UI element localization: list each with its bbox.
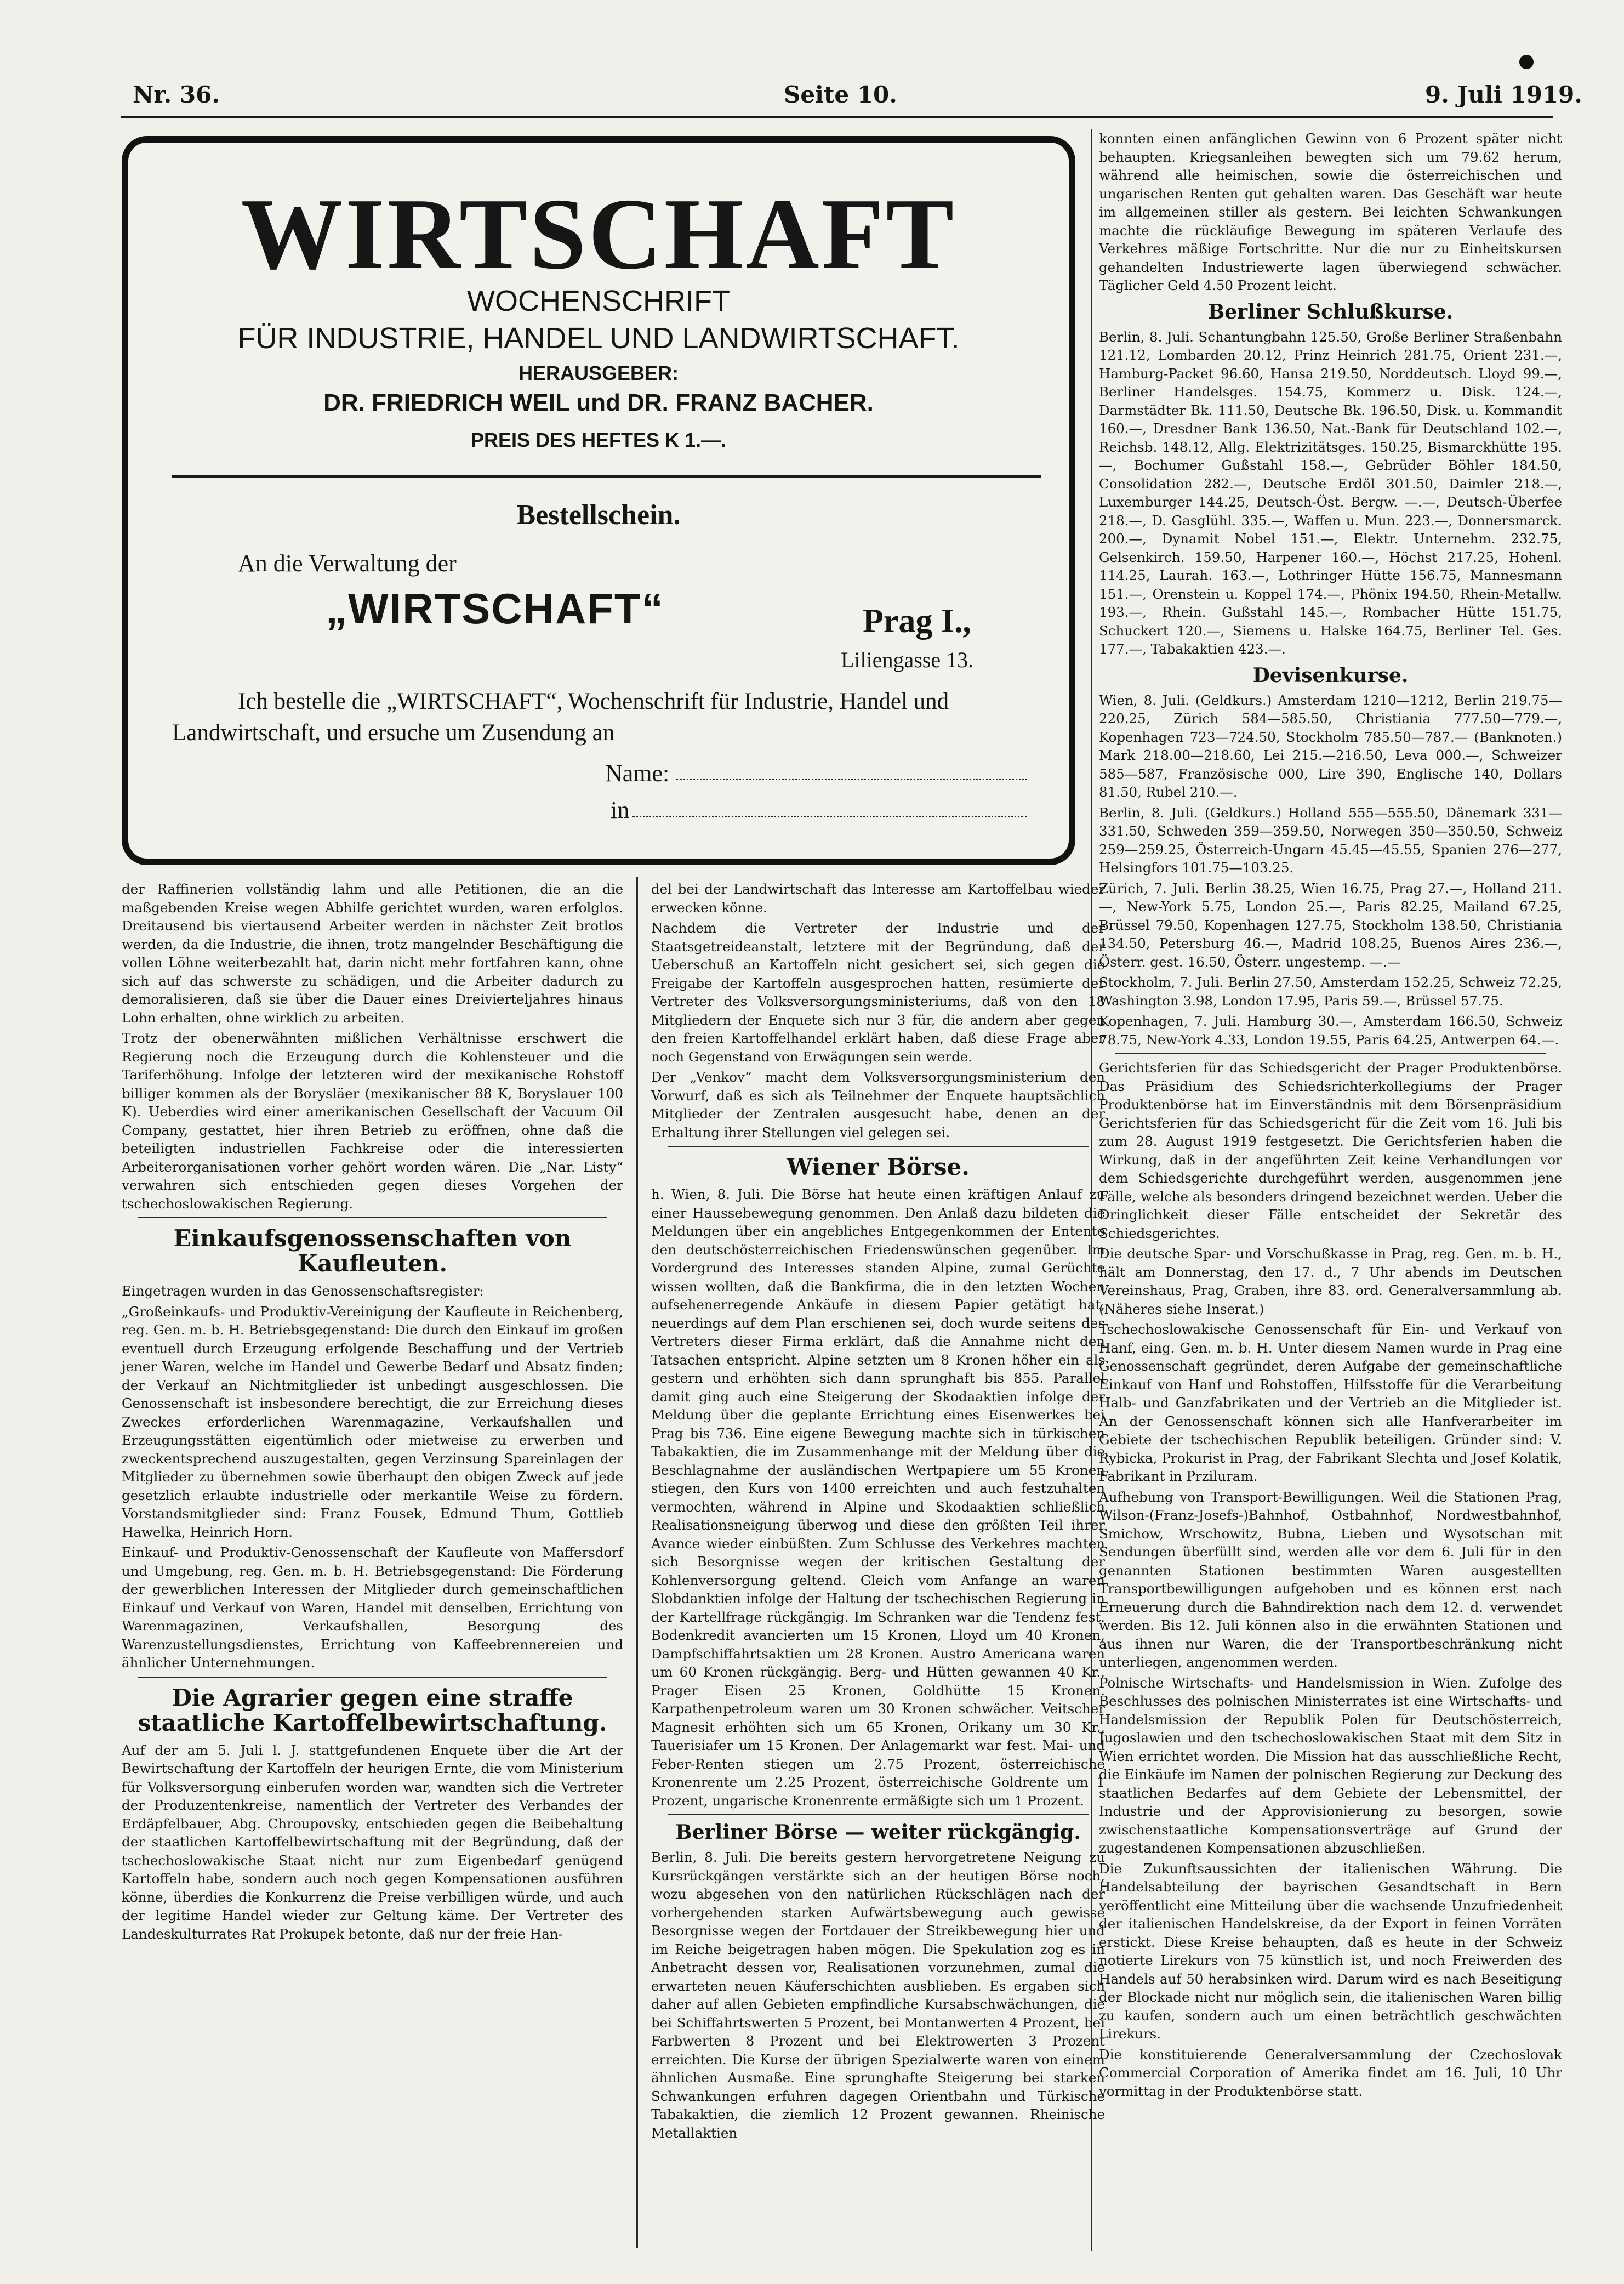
column-1 xyxy=(122,880,623,1945)
news-item: Aufhebung von Transport-Bewilligungen. Weil die Stationen Prag, Wilson-(Franz-Josefs-)Bahnhof, Ostbahnhof, Nordwestbahnhof, Smichow, Wrschowitz, Bubna, Lieben und Wysotschan mit Sendungen überfüllt sind, werden alle vor dem 6. Juli für in den genannten Stationen bestimmten Waren ausgestellten Transportbewilligungen aufgehoben und es können erst nach Erneuerung durch die Bahndirektion nach dem 12. d. verwendet werden. Bis 12. Juli können also in die erwähnten Stationen und aus ihnen nur Waren, die der Transportbeschränkung nicht unterliegen, angenommen werden. xyxy=(1099,1488,1562,1670)
article-text: Der „Venkov“ macht dem Volksversorgungsministerium den Vorwurf, daß es sich als Teilnehmer der Enquete hauptsächlich Mitglieder der Zentralen ausgesucht habe, denen an der Erhaltung ihrer Stellungen viel gelegen sei. xyxy=(651,1069,1105,1140)
article-text: „Großeinkaufs- und Produktiv-Vereinigung der Kaufleute in Reichenberg, reg. Gen. m. b. H. Betriebsgegenstand: Die durch den Einkauf im großen eventuell durch Erzeugung erfolgende Beschaffung und der Vertrieb jener Waren, welche im Handel und Gewerbe Bedarf und Absatz finden; der Verkauf an Nichtmitglieder ist unbedingt ausgeschlossen. Die Genossenschaft ist insbesondere berechtigt, die zur Erreichung dieses Zweckes erforderlichen Warenmagazine, Verkaufshallen und Erzeugungsstätten eigentümlich oder mietweise zu erwerben und zweckentsprechend auszugestalten, gegen Verzinsung Spareinlagen der Mitglieder zu übernehmen sowie überhaupt den obigen Zweck auf jede gesetzlich erlaubte industrielle oder merkantile Weise zu fördern. Vorstandsmitglieder sind: Franz Fousek, Edmund Thum, Gottlieb Hawelka, Heinrich Horn. xyxy=(122,1303,623,1540)
order-text-line1: Ich bestelle die „WIRTSCHAFT“, Wochenschrift für Industrie, Handel und xyxy=(238,689,949,714)
article-headline: Berliner Börse — weiter rückgängig. xyxy=(675,1821,1081,1844)
news-item: Die konstituierende Generalversammlung der Czechoslovak Commercial Corporation of Amerika findet am 16. Juli, 10 Uhr vormittag in der Produktenbörse statt. xyxy=(1099,2046,1562,2099)
article-text: Eingetragen wurden in das Genossenschaftsregister: xyxy=(122,1283,484,1299)
order-magazine-name: „WIRTSCHAFT“ xyxy=(326,584,664,633)
order-text-line2: Landwirtschaft, und ersuche um Zusendung an xyxy=(172,720,615,746)
article-headline: Die Agrarier gegen eine straffe staatliche Kartoffelbewirtschaftung. xyxy=(138,1684,607,1736)
article-divider xyxy=(138,1677,607,1678)
article-text: Berlin, 8. Juli. Die bereits gestern hervorgetretene Neigung zu Kursrückgängen verstärkte sich an der heutigen Börse noch, wozu abgesehen von den natürlichen Rückschlägen nach der vorhergehenden starken Aufwärtsbewegung auch gewisse Besorgnisse wegen der Fortdauer der Streikbewegung hier und im Reiche beigetragen haben mögen. Die Spekulation zog es in Anbetracht dessen vor, Realisationen vorzunehmen, zumal die erwarteten neuen Käuferschichten ausblieben. Es ergaben sich daher auf allen Gebieten empfindliche Kursabschwächungen, die bei Schiffahrtswerten 5 Prozent, bei Montanwerten 4 Prozent, bei Farbwerten 8 Prozent und bei Elektrowerten 3 Prozent erreichten. Die Kurse der übrigen Spezialwerte waren von einem ähnlichen Ausmaße. Eine sprunghafte Steigerung bei starken Schwankungen erfuhren dagegen Orientbahn und Türkische Tabakaktien, die ziemlich 12 Prozent gewannen. Rheinische Metallaktien xyxy=(651,1849,1105,2141)
article-text: Trotz der obenerwähnten mißlichen Verhältnisse erschwert die Regierung noch die Erzeugung durch die Kohlensteuer und die Tariferhöhung. Infolge der letzteren wird der mexikanische Rohstoff billiger kommen als der Borysläer (mexikanischer 88 K, Boryslauer 100 K). Ueberdies wird einer amerikanischen Gesellschaft der Vacuum Oil Company, gestattet, hier ihren Betrieb zu eröffnen, ohne daß die beteiligten industriellen Fachkreise oder die interessierten Arbeiterorganisationen vorher gehört worden wären. Die „Nar. Listy“ verwahren sich entschieden gegen dieses Vorgehen der tschechoslowakischen Regierung. xyxy=(122,1030,623,1212)
article-text: Auf der am 5. Juli l. J. stattgefundenen Enquete über die Art der Bewirtschaftung der Kartoffeln der heurigen Ernte, die vom Ministerium für Volksversorgung einberufen worden war, wandten sich die Vertreter der Produzentenkreise, namentlich der Vertreter des Verbandes der Erdäpfelbauer, Abg. Chroupovsky, entschieden gegen die Beibehaltung der staatlichen Kartoffelbewirtschaftung mit der Begründung, daß der tschechoslowakische Staat nicht nur zum Eigenbedarf genügend Kartoffeln habe, sondern auch noch gegen Kompensationen ausführen könne, überdies die Konkurrenz die Preise verbilligen würde, und auch der legitime Handel wieder zur Geltung käme. Der Vertreter des Landeskulturrates Rat Prokupek betonte, daß nur der freie Han- xyxy=(122,1742,623,1942)
ad-title: WIRTSCHAFT xyxy=(241,178,956,291)
article-text: h. Wien, 8. Juli. Die Börse hat heute einen kräftigen Anlauf zu einer Haussebewegung genommen. Den Anlaß dazu bildeten die Meldungen über ein angebliches Entgegenkommen der Entente den deutschösterreichischen Friedenswünschen gegenüber. Im Vordergrund des Interesses standen Alpine, zumal Gerüchte wissen wollten, daß die Bankfirma, die in den letzten Wochen aufsehenerregende Ankäufe in diesem Papier getätigt hat, neuerdings auf dem Plan erschienen sei, doch wurde seitens des Vertreters dieser Firma erklärt, daß die Annahme nicht den Tatsachen entspricht. Alpine setzten um 8 Kronen höher ein als gestern und erhöhten sich dann sprunghaft bis 855. Parallel damit ging auch eine Steigerung der Skodaaktien infolge der Meldung über die geplante Errichtung eines Eisenwerkes bei Prag bis 736. Eine eigene Bewegung machte sich in türkischen Tabakaktien, die im Zusammenhange mit der Meldung über die Beschlagnahme der ausländischen Wertpapiere um 55 Kronen stiegen, den Kurs von 1400 erreichten und auch festzuhalten vermochten, während in Alpine und Skodaaktien schließlich Realisationsneigung überwog und diese den größten Teil ihrer Avance wieder einbüßten. Zum Schlusse des Verkehres machten sich Besorgnisse wegen der kritischen Gestaltung der Kohlenversorgung geltend. Gleich vom Anfange an waren Slobdanktien infolge der Haltung der tschechischen Regierung in der Kartellfrage rückgängig. Im Schranken war die Tendenz fest. Bodenkredit avancierten um 15 Kronen, Lloyd um 40 Kronen, Dampfschiffahrtsaktien um 28 Kronen. Austro Americana waren um 60 Kronen rückgängig. Berg- und Hütten gewannen 40 Kr., Prager Eisen 25 Kronen, Goldhütte 15 Kronen. Karpathenpetroleum waren um 30 Kronen schwächer. Veitscher Magnesit erhöhten sich um 65 Kronen, Orikany um 30 Kr., Tauerisiafer um 15 Kronen. Der Anlagemarkt war fest. Mai- und Feber-Renten stiegen um 2.75 Prozent, österreichische Kronenrente um 2.25 Prozent, österreichische Goldrente um 1 Prozent, ungarische Kronenrente ermäßigte sich um 1 Prozent. xyxy=(651,1186,1105,1809)
advertisement-box xyxy=(122,136,1075,865)
column-2 xyxy=(651,880,1105,2144)
news-item: Tschechoslowakische Genossenschaft für Ein- und Verkauf von Hanf, eing. Gen. m. b. H. Unter diesem Namen wurde in Prag eine Genossenschaft gegründet, deren Aufgabe der gemeinschaftliche Einkauf von Hanf und Rohstoffen, Hilfsstoffe für die Verarbeitung Halb- und Ganzfabrikaten und der Vertrieb an die Mitglieder ist. An der Genossenschaft können sich alle Hanfverarbeiter im Gebiete der tschechischen Republik beteiligen. Gründer sind: V. Rybicka, Prokurist in Prag, der Fabrikant Slechta und Josef Kolatik, Fabrikant in Prziluram. xyxy=(1099,1321,1562,1484)
city-field-label: in xyxy=(611,797,630,823)
article-headline: Wiener Börse. xyxy=(787,1154,970,1180)
currency-quotes: Kopenhagen, 7. Juli. Hamburg 30.—, Amsterdam 166.50, Schweiz 78.75, New-York 4.33, London 19.55, Paris 64.25, Antwerpen 64.—. xyxy=(1099,1013,1562,1048)
news-item: Die deutsche Spar- und Vorschußkasse in Prag, reg. Gen. m. b. H., hält am Donnerstag, den 17. d., 7 Uhr abends im Deutschen Vereinshaus, Prag, Graben, ihre 83. ord. Generalversammlung ab. (Näheres siehe Inserat.) xyxy=(1099,1246,1562,1317)
ad-divider xyxy=(172,475,1041,478)
ad-price: PREIS DES HEFTES K 1.—. xyxy=(470,429,727,451)
currency-quotes: Stockholm, 7. Juli. Berlin 27.50, Amsterdam 152.25, Schweiz 72.25, Washington 3.98, London 17.95, Paris 59.—, Brüssel 57.75. xyxy=(1099,974,1562,1009)
ad-subtitle: WOCHENSCHRIFT xyxy=(467,285,730,317)
section-headline: Berliner Schlußkurse. xyxy=(1207,300,1454,323)
article-text: del bei der Landwirtschaft das Interesse am Kartoffelbau wieder erwecken könne. xyxy=(651,881,1105,916)
article-text: Nachdem die Vertreter der Industrie und der Staatsgetreideanstalt, letztere mit der Begründung, daß der Ueberschuß an Kartoffeln nicht gesichert sei, sich gegen die Freigabe der Kartoffeln ausgesprochen hatten, resümierte der Vertreter des Volksversorgungsministeriums, daß von den 18 Mitgliedern der Enquete sich nur 3 für, die andern aber gegen den freien Kartoffelhandel erklärt haben, daß diese Frage aber noch Gegenstand von Erwägungen sein werde. xyxy=(651,920,1105,1065)
order-addressee: An die Verwaltung der xyxy=(238,550,457,577)
article-headline: Einkaufsgenossenschaften von Kaufleuten. xyxy=(173,1225,572,1277)
column-divider xyxy=(636,877,638,2248)
order-city: Prag I., xyxy=(863,603,972,640)
news-item: Gerichtsferien für das Schiedsgericht der Prager Produktenbörse. Das Präsidium des Schiedsrichterkollegiums der Prager Produktenbörse hat im Einverständnis mit dem Börsenpräsidium Gerichtsferien für das Schiedsgericht für die Zeit vom 16. Juli bis zum 28. August 1919 festgesetzt. Die Gerichtsferien haben die Wirkung, daß in der angeführten Zeit keine Verhandlungen vor dem Schiedsgerichte durchgeführt werden, ausgenommen jene Fälle, welche als besonders dringend bezeichnet werden. Ueber die Dringlichkeit dieser Fälle entscheidet der Sekretär des Schiedsgerichtes. xyxy=(1099,1060,1562,1241)
header-rule xyxy=(121,116,1553,118)
ad-subtitle-2: FÜR INDUSTRIE, HANDEL UND LANDWIRTSCHAFT. xyxy=(237,322,960,355)
ink-dot xyxy=(1519,55,1534,69)
city-field[interactable] xyxy=(632,816,1027,817)
ad-publishers: DR. FRIEDRICH WEIL und DR. FRANZ BACHER. xyxy=(323,389,874,416)
order-form-heading: Bestellschein. xyxy=(516,499,681,531)
column-3 xyxy=(1099,129,1562,2103)
article-text: konnten einen anfänglichen Gewinn von 6 Prozent später nicht behaupten. Kriegsanleihen bewegten sich um 79.62 herum, während alle heimischen, sowie die österreichischen und ungarischen Renten gut gehalten waren. Das Geschäft war heute im allgemeinen stiller als gestern. Bei leichten Schwankungen machte die rückläufige Bewegung im späteren Verlaufe des Verkehres mäßige Fortschritte. Nur die nur zu Einheitskursen gehandelten Industriewerte lagen überwiegend schwächer. Täglicher Geld 4.50 Prozent leicht. xyxy=(1099,130,1562,293)
article-text: Einkauf- und Produktiv-Genossenschaft der Kaufleute von Maffersdorf und Umgebung, reg. Gen. m. b. H. Betriebsgegenstand: Die Förderung der gewerblichen Interessen der Mitglieder durch gemeinschaftlichen Einkauf und Verkauf von Waren, Handel mit denselben, Errichtung von Warenmagazinen, Verkaufshallen, Besorgung des Warenzustellungsdienstes, Errichtung von Kaffeebrennereien und ähnlicher Unternehmungen. xyxy=(122,1544,623,1671)
section-divider xyxy=(1115,1053,1546,1054)
article-divider xyxy=(668,1814,1089,1815)
issue-number: Nr. 36. xyxy=(133,81,220,108)
ad-publisher-label: HERAUSGEBER: xyxy=(518,362,679,384)
news-item: Polnische Wirtschafts- und Handelsmission in Wien. Zufolge des Beschlusses des polnischen Ministerrates ist eine Wirtschafts- und Handelsmission der Republik Polen für Deutschösterreich, Jugoslawien und den tschechoslowakischen Staat mit dem Sitz in Wien errichtet worden. Die Mission hat das ausschließliche Recht, die Einkäufe im Namen der polnischen Regierung zur Deckung des staatlichen Bedarfes auf dem Gebiete der Lebensmittel, der Industrie und der Approvisionierung zu besorgen, sowie zwischenstaatliche Kompensationsverträge auf Grund der zugestandenen Kompensationen abzuschließen. xyxy=(1099,1674,1562,1856)
page-number: Seite 10. xyxy=(784,81,897,108)
article-text: der Raffinerien vollständig lahm und alle Petitionen, die an die maßgebenden Kreise wegen Abhilfe gerichtet wurden, waren erfolglos. Dreitausend bis viertausend Arbeiter werden in nächster Zeit brotlos werden, da die Industrie, die ihnen, trotz mangelnder Beschäftigung die vollen Löhne weiterbezahlt hat, darin nicht mehr fortfahren kann, ohne sich auf das schwerste zu schädigen, und die Arbeiter dadurch zu demoralisieren, daß sie über die Dauer eines Dreivierteljahres hinaus Lohn erhalten, ohne wirklich zu arbeiten. xyxy=(122,881,623,1026)
name-field-label: Name: xyxy=(605,760,670,787)
order-street: Liliengasse 13. xyxy=(841,647,974,672)
stock-quotes: Berlin, 8. Juli. Schantungbahn 125.50, Große Berliner Straßenbahn 121.12, Lombarden 20.12, Prinz Heinrich 281.75, Orient 231.—, Hamburg-Packet 96.60, Hansa 219.50, Norddeutsch. Lloyd 99.—, Berliner Handelsges. 154.75, Kommerz u. Disk. 124.—, Darmstädter Bk. 111.50, Deutsche Bk. 196.50, Disk. u. Kommandit 160.—, Dresdner Bank 136.50, Nat.-Bank für Deutschland 102.—, Reichsb. 148.12, Allg. Elektrizitätsges. 150.25, Bismarckhütte 195.—, Bochumer Gußstahl 158.—, Gebrüder Böhler 184.50, Consolidation 282.—, Deutsche Erdöl 301.50, Daimler 218.—, Luxemburger 144.25, Deutsch-Öst. Bergw. —.—, Deutsch-Überfee 218.—, D. Gasglühl. 335.—, Waffen u. Mun. 223.—, Donnersmarck. 200.—, Dynamit Nobel 151.—, Elektr. Unternehm. 232.75, Gelsenkirch. 159.50, Harpener 160.—, Höchst 217.25, Hohenl. 114.25, Laurah. 163.—, Lothringer Hütte 156.75, Mannesmann 151.—, Orenstein u. Koppel 174.—, Phönix 194.50, Rhein-Metallw. 193.—, Rhein. Gußstahl 145.—, Rombacher Hütte 151.75, Schuckert 120.—, Siemens u. Halske 164.75, Berliner Tel. Ges. 177.—, Tabakaktien 423.—. xyxy=(1099,328,1562,657)
article-divider xyxy=(668,1146,1089,1147)
currency-quotes: Berlin, 8. Juli. (Geldkurs.) Holland 555—555.50, Dänemark 331—331.50, Schweden 359—359.50, Norwegen 350—350.50, Schweiz 259—259.25, Österreich-Ungarn 45.45—45.55, Spanien 276—277, Helsingfors 101.75—103.25. xyxy=(1099,804,1562,876)
news-item: Die Zukunftsaussichten der italienischen Währung. Die Handelsabteilung der bayrischen Gesandtschaft in Bern veröffentlicht eine Mitteilung über die wachsende Unzufriedenheit der italienischen Handelskreise, da der Export in feinen Vorräten erstickt. Diese Kreise behaupten, daß es heute in der Schweiz notierte Lirekurs von 75 künstlich ist, und noch Freiwerden des Handels auf 50 herabsinken wird. Darum wird es nach Beseitigung der Blockade nicht nur möglich sein, die italienischen Waren billig zu kaufen, sondern auch um einen beträchtlich geschwächten Lirekurs. xyxy=(1099,1860,1562,2042)
issue-date: 9. Juli 1919. xyxy=(1425,81,1582,108)
section-headline: Devisenkurse. xyxy=(1252,663,1409,687)
currency-quotes: Wien, 8. Juli. (Geldkurs.) Amsterdam 1210—1212, Berlin 219.75—220.25, Zürich 584—585.50, Christiania 777.50—779.—, Kopenhagen 723—724.50, Stockholm 785.50—787.— (Banknoten.) Mark 218.00—218.60, Lei 215.—216.50, Leva 000.—, Schweizer 585—587, Französische 000, Lire 390, Englische 140, Dollars 81.50, Rubel 210.—. xyxy=(1099,692,1562,800)
name-field[interactable] xyxy=(676,779,1027,780)
article-divider xyxy=(138,1217,607,1218)
currency-quotes: Zürich, 7. Juli. Berlin 38.25, Wien 16.75, Prag 27.—, Holland 211.—, New-York 5.75, London 25.—, Paris 82.25, Mailand 67.25, Brüssel 79.50, Kopenhagen 127.75, Stockholm 138.50, Christiania 134.50, Petersburg 46.—, Madrid 108.25, Buenos Aires 236.—, Österr. gest. 16.50, Österr. ungestemp. —.— xyxy=(1099,880,1562,970)
